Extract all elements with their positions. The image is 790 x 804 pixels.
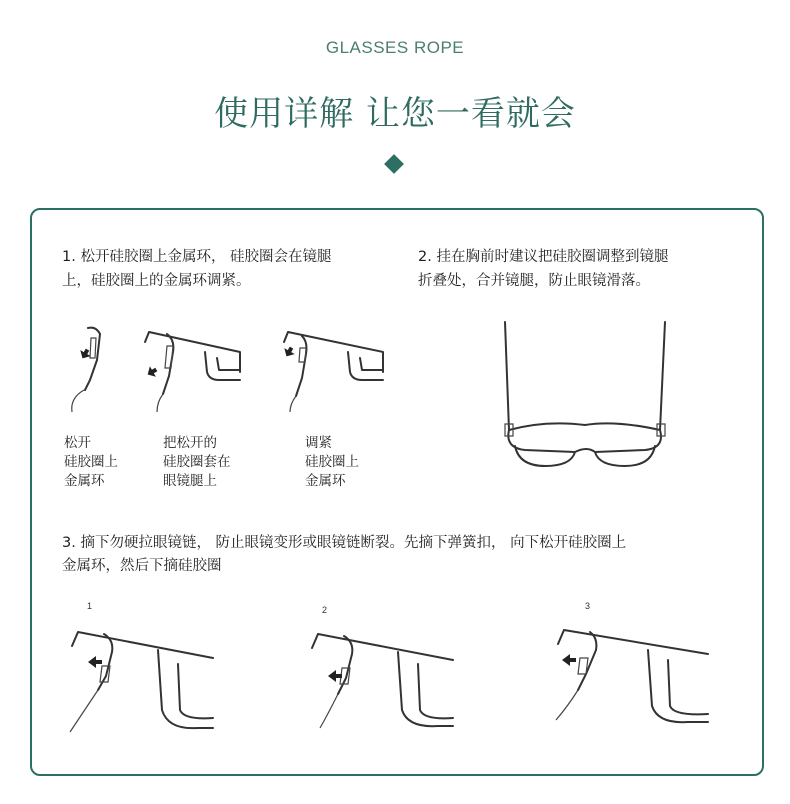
step3-text-line1: 3. 摘下勿硬拉眼镜链， 防止眼镜变形或眼镜链断裂。先摘下弹簧扣， 向下松开硅胶圈上 — [62, 535, 627, 551]
diamond-divider-icon — [384, 154, 404, 174]
step1-text-line1: 1. 松开硅胶圈上金属环， 硅胶圈会在镜腿 — [62, 249, 332, 265]
step1-tighten-illustration — [278, 322, 388, 412]
step1-loosen-illustration — [60, 320, 120, 410]
step1-text-line2: 上，硅胶圈上的金属环调紧。 — [62, 273, 251, 289]
step3-loosen-ring-illustration — [308, 624, 458, 734]
step3-slide-off-illustration — [548, 620, 713, 730]
section-eyebrow: GLASSES ROPE — [325, 38, 465, 57]
step2-hanging-glasses-illustration — [495, 320, 685, 470]
step1-caption-tighten: 调紧 硅胶圈上 金属环 — [305, 435, 359, 489]
step1-caption-loosen: 松开 硅胶圈上 金属环 — [64, 435, 118, 489]
step3-figure-number-3: 3 — [585, 601, 591, 611]
step3-figure-number-2: 2 — [322, 605, 328, 615]
step2-text-line1: 2. 挂在胸前时建议把硅胶圈调整到镜腿 — [418, 249, 669, 265]
page-title: 使用详解 让您一看就会 — [214, 94, 576, 134]
step3-figure-number-1: 1 — [87, 601, 93, 611]
step1-caption-attach: 把松开的 硅胶圈套在 眼镜腿上 — [163, 435, 231, 489]
step3-remove-clasp-illustration — [68, 620, 218, 740]
step1-attach-illustration — [135, 322, 245, 412]
step2-text-line2: 折叠处，合并镜腿，防止眼镜滑落。 — [418, 273, 650, 289]
step3-text-line2: 金属环，然后下摘硅胶圈 — [62, 558, 222, 574]
